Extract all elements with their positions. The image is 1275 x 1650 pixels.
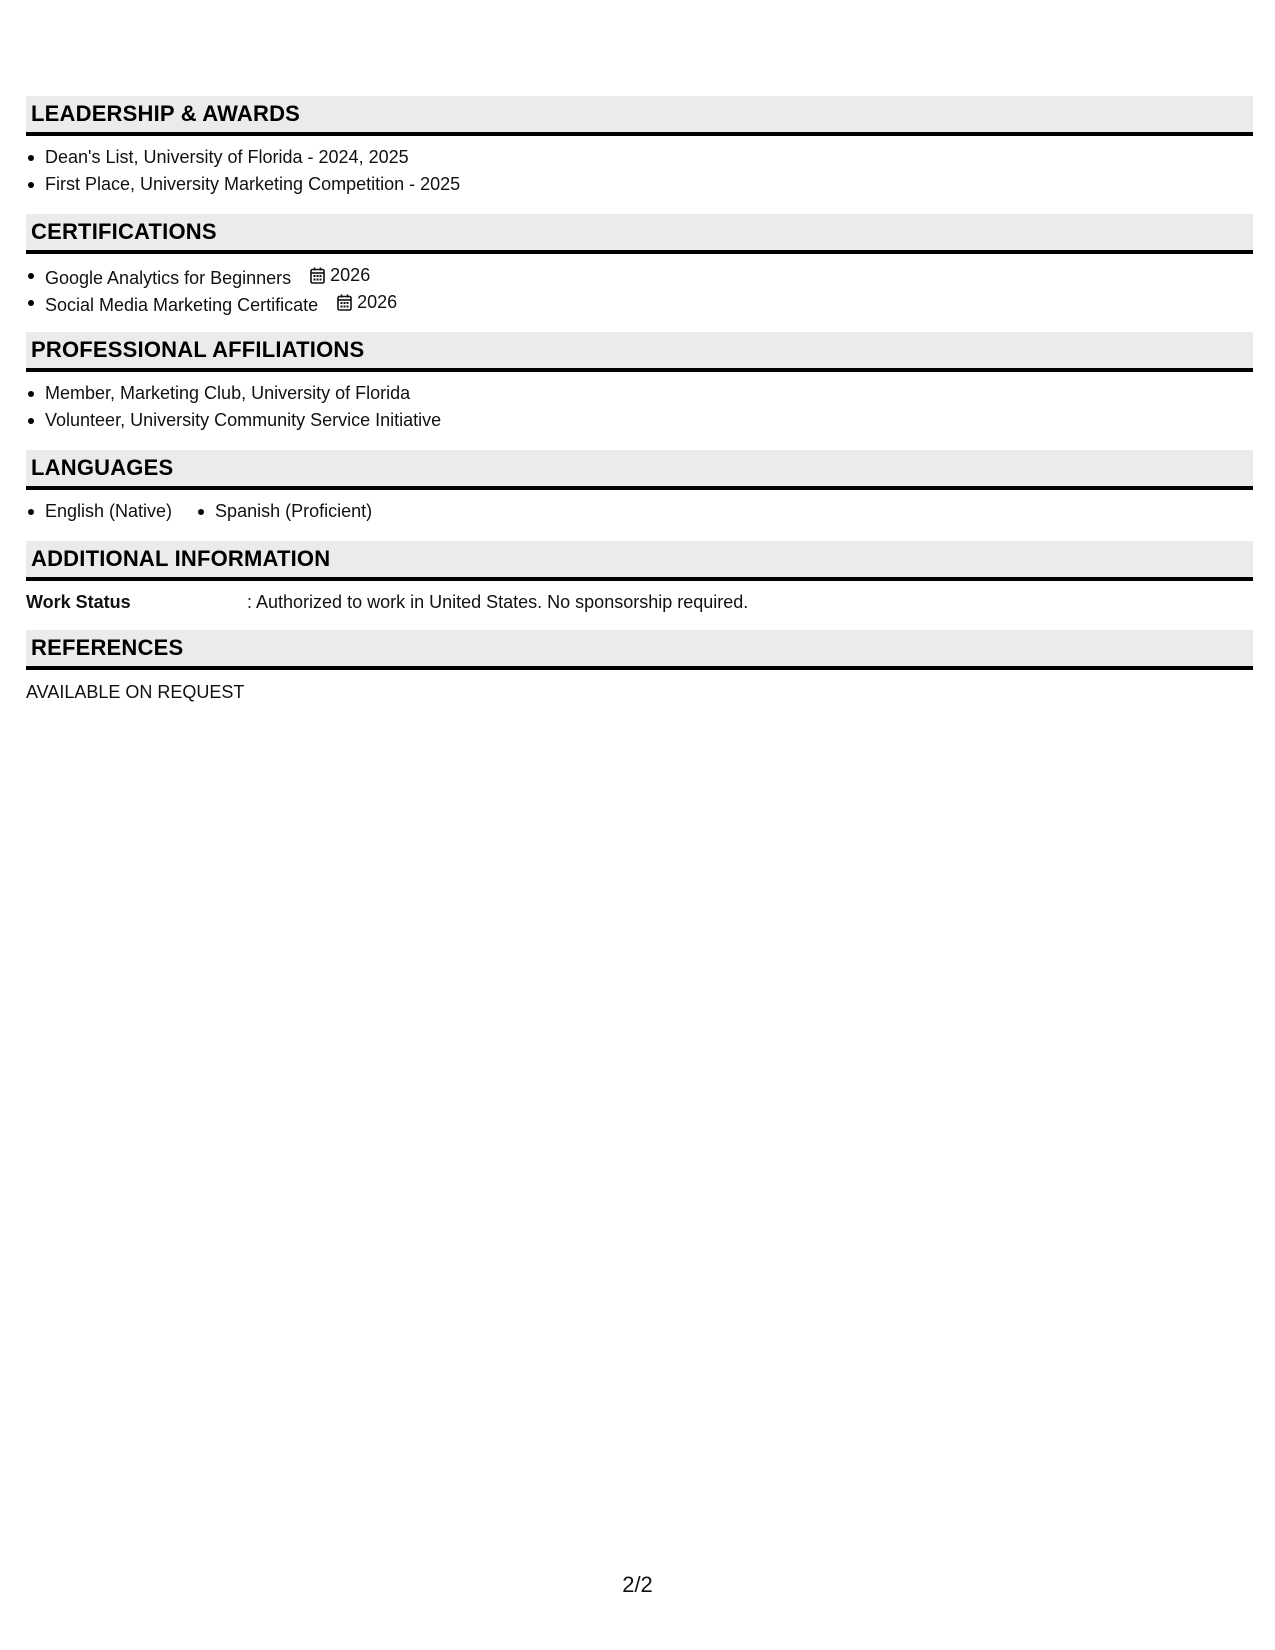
leadership-list: [26, 144, 1253, 198]
certifications-list: [26, 262, 1253, 316]
page-number: 2/2: [622, 1572, 653, 1597]
list-item: [26, 262, 1253, 289]
certification-date: [337, 289, 397, 316]
list-item: Member, Marketing Club, University of Florida: [26, 380, 1253, 407]
calendar-icon: [310, 267, 325, 284]
references-section: [26, 630, 1253, 704]
list-item: Spanish (Proficient): [196, 498, 372, 525]
certification-date: [310, 262, 370, 289]
section-header: [26, 214, 1253, 254]
section-title: LANGUAGES: [31, 455, 174, 480]
calendar-icon: [337, 294, 352, 311]
resume-page: [26, 96, 1253, 720]
list-item: Volunteer, University Community Service Initiative: [26, 407, 1253, 434]
list-item: English (Native): [26, 498, 172, 525]
leadership-section: [26, 96, 1253, 198]
section-header: [26, 450, 1253, 490]
work-status-row: [26, 590, 1253, 614]
list-item: Dean's List, University of Florida - 2024, 2025: [26, 144, 1253, 171]
section-title: REFERENCES: [31, 635, 184, 660]
section-title: ADDITIONAL INFORMATION: [31, 546, 331, 571]
section-title: PROFESSIONAL AFFILIATIONS: [31, 337, 365, 362]
certification-year: 2026: [357, 292, 398, 312]
work-status-value: : Authorized to work in United States. No sponsorship required.: [247, 592, 749, 612]
section-header: [26, 630, 1253, 670]
section-header: [26, 541, 1253, 581]
list-item: [26, 289, 1253, 316]
list-item: First Place, University Marketing Competition - 2025: [26, 171, 1253, 198]
section-title: CERTIFICATIONS: [31, 219, 217, 244]
work-status-label: Work Status: [26, 592, 131, 612]
certification-name: Google Analytics for Beginners: [45, 268, 292, 288]
section-header: [26, 332, 1253, 372]
languages-list: [26, 498, 1253, 525]
certification-name: Social Media Marketing Certificate: [45, 295, 319, 315]
references-text: AVAILABLE ON REQUEST: [26, 682, 245, 702]
certification-year: 2026: [330, 265, 371, 285]
certifications-section: [26, 214, 1253, 316]
languages-section: [26, 450, 1253, 525]
affiliations-list: [26, 380, 1253, 434]
section-title: LEADERSHIP & AWARDS: [31, 101, 301, 126]
affiliations-section: [26, 332, 1253, 434]
additional-info-section: [26, 541, 1253, 614]
section-header: [26, 96, 1253, 136]
